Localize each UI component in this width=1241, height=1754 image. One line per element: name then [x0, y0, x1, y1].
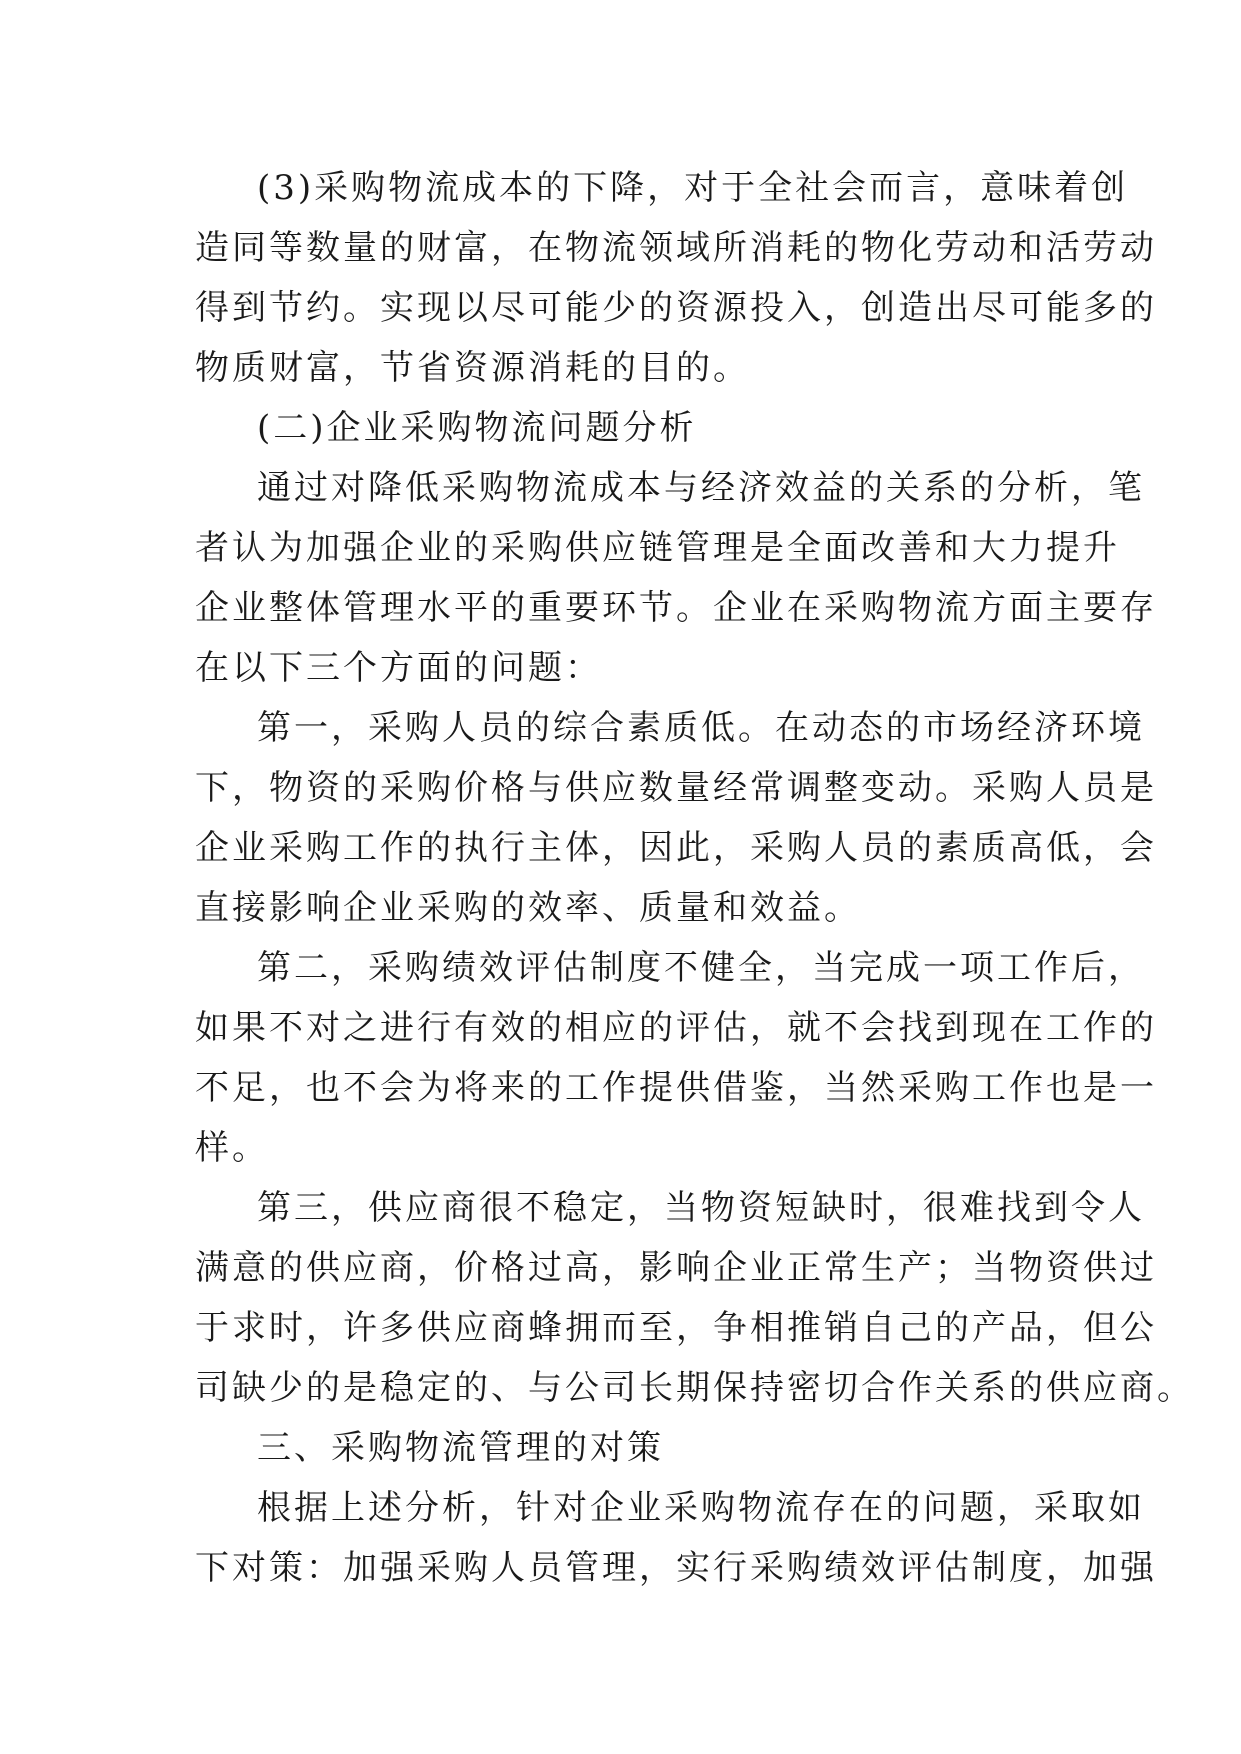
text-line: 下对策：加强采购人员管理，实行采购绩效评估制度，加强	[195, 1548, 1157, 1588]
text-line: 根据上述分析，针对企业采购物流存在的问题，采取如	[257, 1488, 1145, 1528]
text-line: 第三，供应商很不稳定，当物资短缺时，很难找到令人	[257, 1188, 1145, 1228]
text-line: 不足，也不会为将来的工作提供借鉴，当然采购工作也是一	[195, 1068, 1157, 1108]
paragraph-problem-two	[195, 938, 1157, 1178]
paragraph-countermeasures	[195, 1478, 1157, 1598]
text-line: 在以下三个方面的问题：	[195, 648, 602, 688]
text-line: 如果不对之进行有效的相应的评估，就不会找到现在工作的	[195, 1008, 1157, 1048]
text-line: 下，物资的采购价格与供应数量经常调整变动。采购人员是	[195, 768, 1157, 808]
heading-line: 三、采购物流管理的对策	[257, 1428, 664, 1468]
text-line: (3)采购物流成本的下降，对于全社会而言，意味着创	[257, 168, 1129, 208]
text-line: 企业采购工作的执行主体，因此，采购人员的素质高低，会	[195, 828, 1157, 868]
heading-line: (二)企业采购物流问题分析	[257, 408, 697, 448]
text-line: 第二，采购绩效评估制度不健全，当完成一项工作后，	[257, 948, 1145, 988]
text-line: 直接影响企业采购的效率、质量和效益。	[195, 888, 861, 928]
section-heading-problem-analysis	[195, 398, 1063, 458]
text-line: 得到节约。实现以尽可能少的资源投入，创造出尽可能多的	[195, 288, 1157, 328]
text-line: 第一，采购人员的综合素质低。在动态的市场经济环境	[257, 708, 1145, 748]
text-line: 造同等数量的财富，在物流领域所消耗的物化劳动和活劳动	[195, 228, 1157, 268]
document-body	[195, 158, 1194, 1598]
paragraph-analysis-intro	[195, 458, 1157, 698]
paragraph-cost-reduction	[195, 158, 1157, 398]
section-heading-countermeasures	[195, 1418, 1063, 1478]
paragraph-problem-three	[195, 1178, 1194, 1418]
text-line: 企业整体管理水平的重要环节。企业在采购物流方面主要存	[195, 588, 1157, 628]
text-line: 司缺少的是稳定的、与公司长期保持密切合作关系的供应商。	[195, 1368, 1194, 1408]
text-line: 样。	[195, 1128, 269, 1168]
text-line: 满意的供应商，价格过高，影响企业正常生产；当物资供过	[195, 1248, 1157, 1288]
text-line: 于求时，许多供应商蜂拥而至，争相推销自己的产品，但公	[195, 1308, 1157, 1348]
text-line: 者认为加强企业的采购供应链管理是全面改善和大力提升	[195, 528, 1120, 568]
text-line: 通过对降低采购物流成本与经济效益的关系的分析，笔	[257, 468, 1145, 508]
paragraph-problem-one	[195, 698, 1157, 938]
text-line: 物质财富，节省资源消耗的目的。	[195, 348, 750, 388]
